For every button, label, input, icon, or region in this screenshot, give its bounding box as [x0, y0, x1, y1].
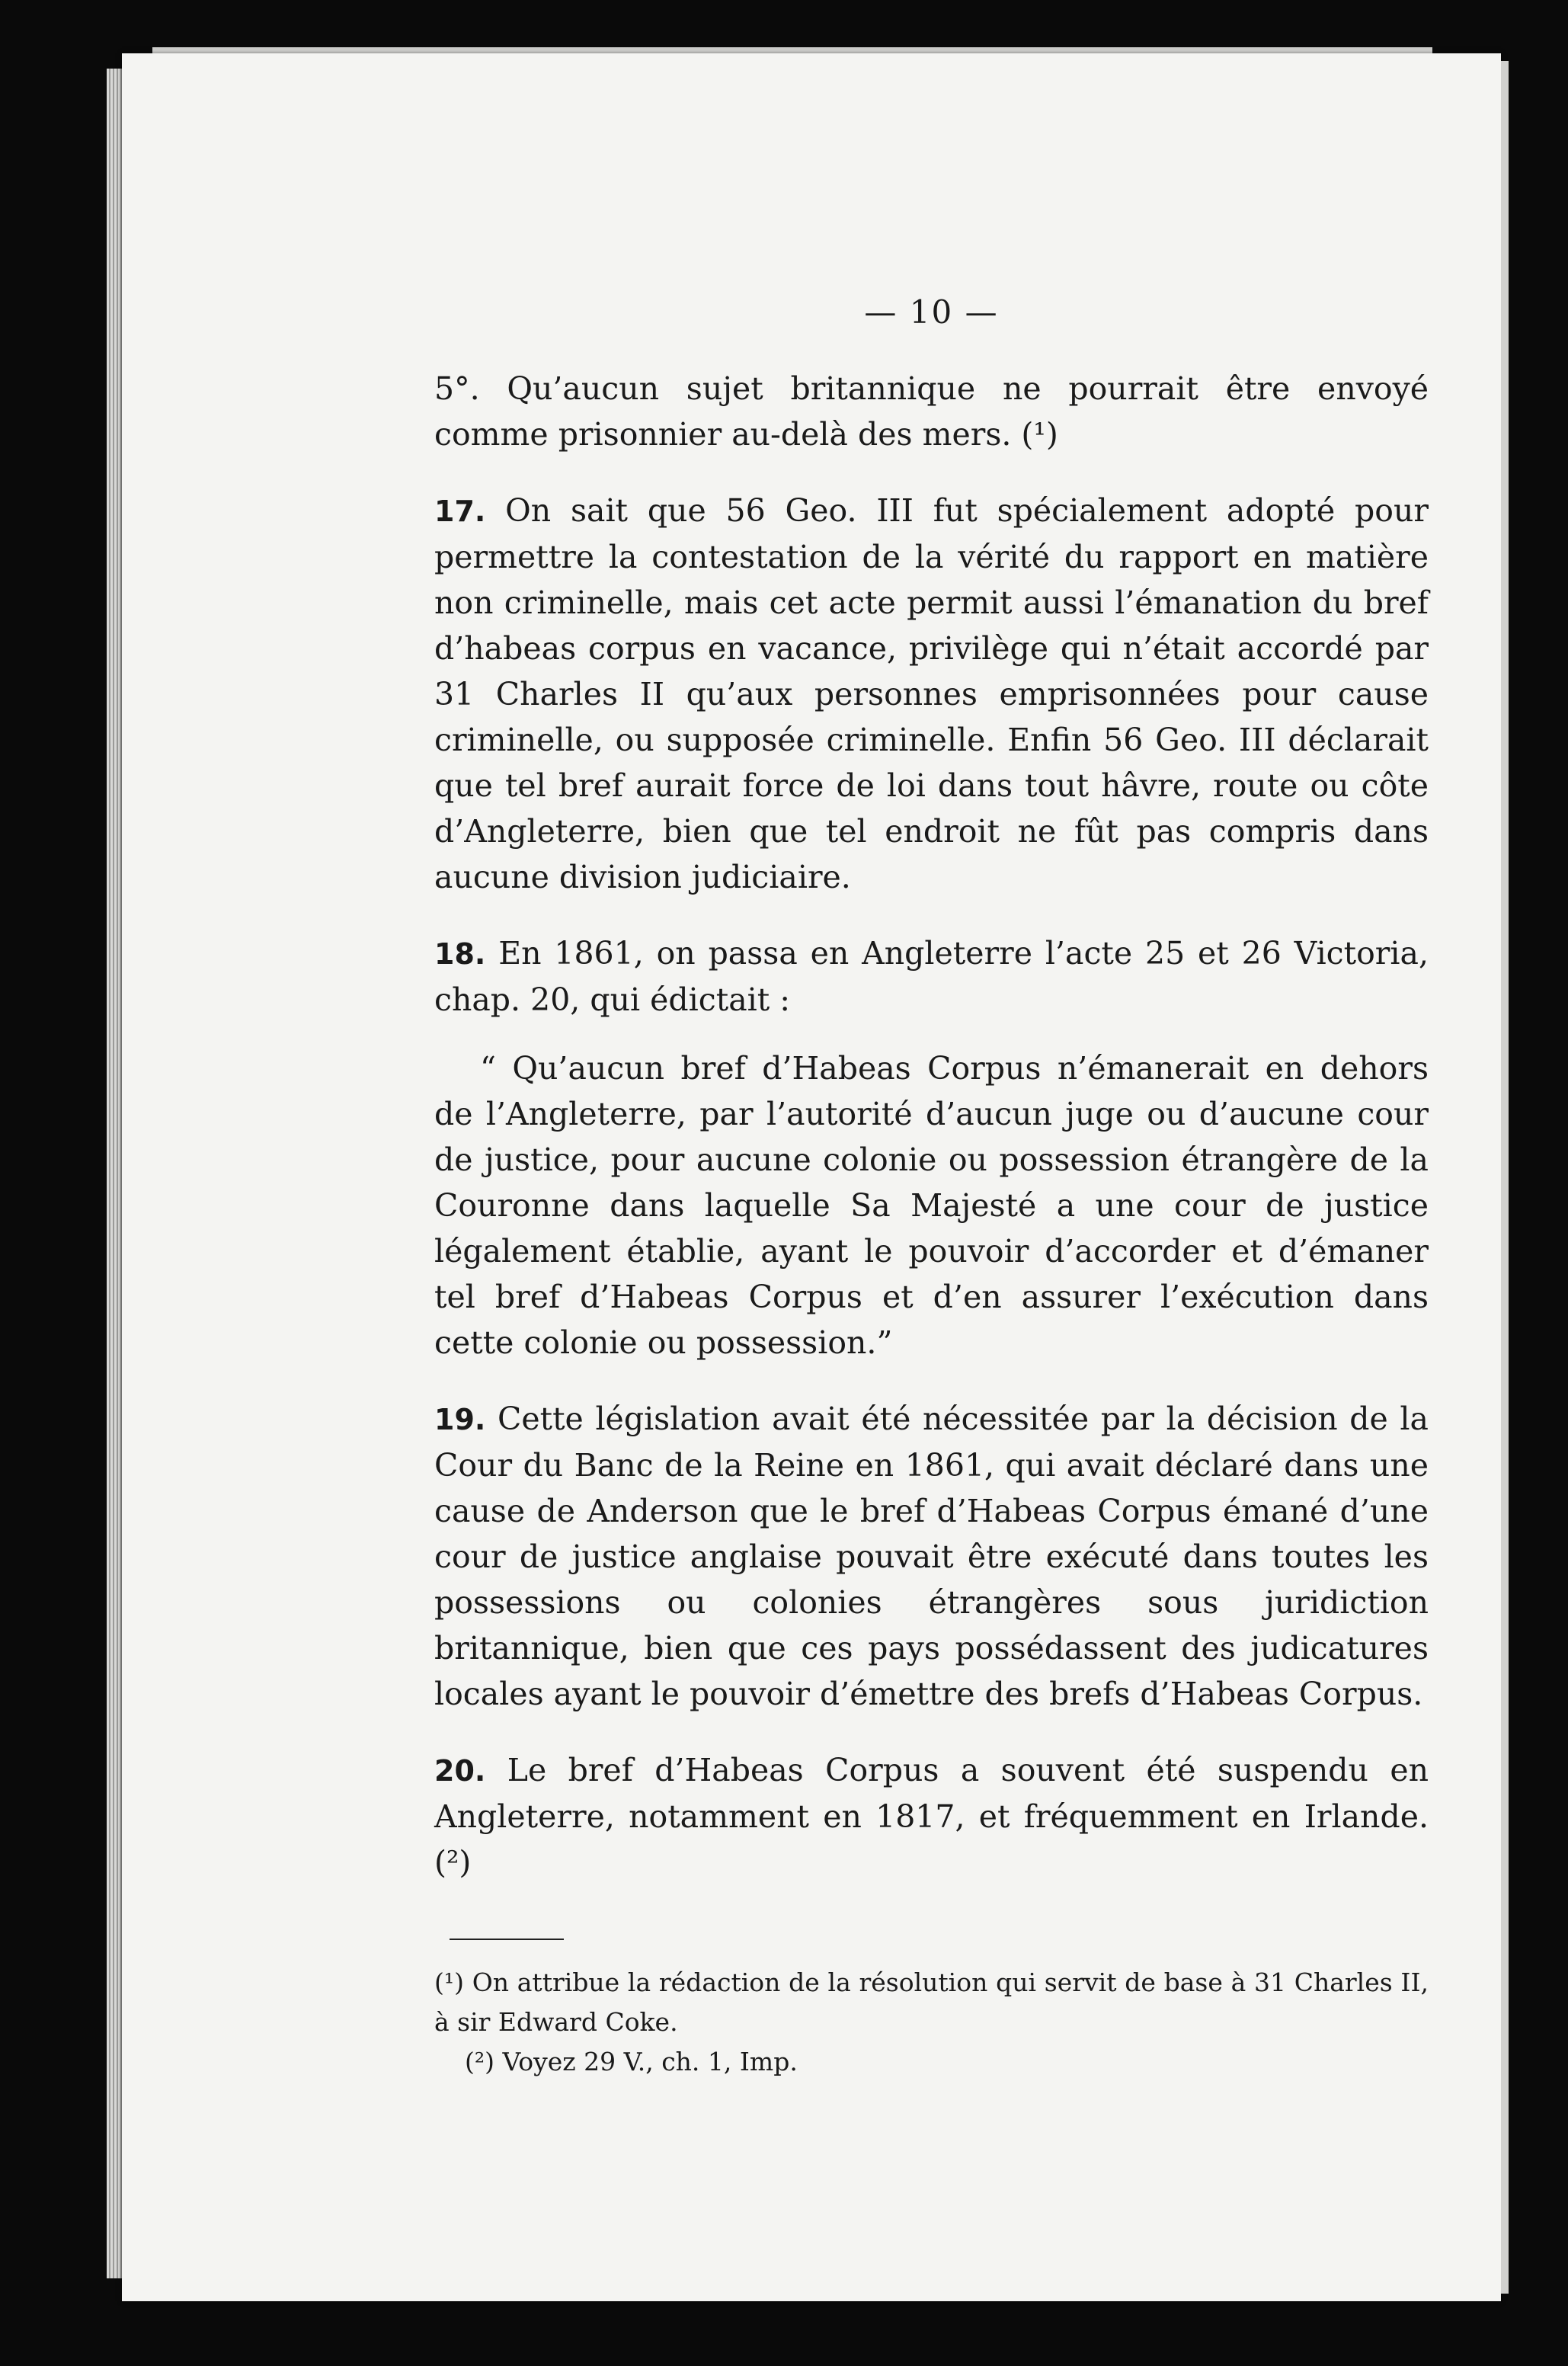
paragraph-19-text: Cette législation avait été nécessitée par la décision de la Cour du Banc de la Reine en 1861, qui avait déclaré dans une cause de Anderson que le bref d’Habeas Corpus émané d’une cour de justice anglaise pouvait être exécuté dans toutes les possessions ou colonies étrangères sous juridiction britannique, bien que ces pays possédassent des judicatures locales ayant le pouvoir d’émettre des brefs d’Habeas Corpus.	[434, 1401, 1429, 1712]
paragraph-17	[434, 488, 1429, 900]
footnote-rule	[450, 1939, 564, 1940]
paragraph-18	[434, 930, 1429, 1023]
paragraph-20-text: Le bref d’Habeas Corpus a souvent été suspendu en Angleterre, notamment en 1817, et fréquemment en Irlande. (²)	[434, 1752, 1429, 1881]
page-text	[434, 290, 1429, 2082]
page-number: — 10 —	[864, 293, 999, 331]
paragraph-17-number: 17.	[434, 495, 486, 528]
footnote-2: (²) Voyez 29 V., ch. 1, Imp.	[465, 2047, 798, 2076]
paragraph-5-text: 5°. Qu’aucun sujet britannique ne pourrait être envoyé comme prisonnier au-delà des mers. (¹)	[434, 370, 1429, 453]
paragraph-17-text: On sait que 56 Geo. III fut spécialement adopté pour permettre la contestation de la vérité du rapport en matière non criminelle, mais cet acte permit aussi l’émanation du bref d’habeas corpus en vacance, privilège qui n’était accordé par 31 Charles II qu’aux personnes emprisonnées pour cause criminelle, ou supposée criminelle. Enfin 56 Geo. III déclarait que tel bref aurait force de loi dans tout hâvre, route ou côte d’Angleterre, bien que tel endroit ne fût pas compris dans aucune division judiciaire.	[434, 492, 1429, 895]
page-right-edge	[1501, 61, 1509, 2294]
paragraph-20-number: 20.	[434, 1754, 486, 1788]
footnotes	[434, 1963, 1429, 2082]
footnote-1: (¹) On attribue la rédaction de la résolution qui servit de base à 31 Charles II, à sir Edward Coke.	[434, 1967, 1429, 2037]
quotation: “ Qu’aucun bref d’Habeas Corpus n’émanerait en dehors de l’Angleterre, par l’autorité d’aucun juge ou d’aucune cour de justice, pour aucune colonie ou possession étrangère de la Couronne dans laquelle Sa Majesté a une cour de justice légalement établie, ayant le pouvoir d’accorder et d’émaner tel bref d’Habeas Corpus et d’en assurer l’exécution dans cette colonie ou possession.”	[434, 1050, 1429, 1361]
paragraph-19-number: 19.	[434, 1403, 486, 1436]
paragraph-5	[434, 366, 1429, 457]
paragraph-20	[434, 1747, 1429, 1885]
paragraph-18-number: 18.	[434, 937, 486, 971]
paragraph-19	[434, 1396, 1429, 1717]
paragraph-18-text: En 1861, on passa en Angleterre l’acte 25 et 26 Victoria, chap. 20, qui édictait :	[434, 935, 1429, 1018]
